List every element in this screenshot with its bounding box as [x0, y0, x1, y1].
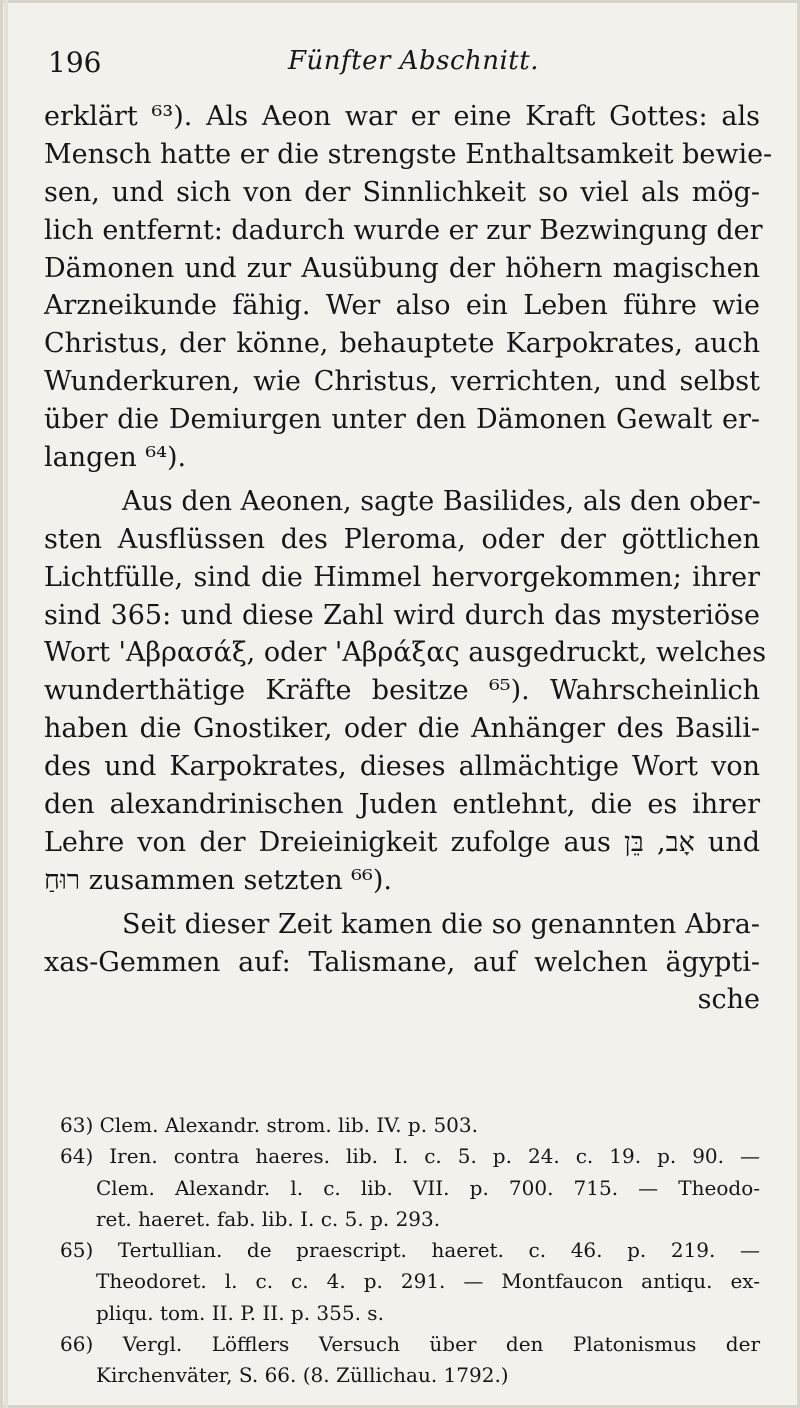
- text-line: Christus, der könne, behauptete Karpokrates, auch: [44, 328, 760, 360]
- text-line: Dämonen und zur Ausübung der höhern magischen: [44, 252, 760, 284]
- text-line: langen ⁶⁴).: [44, 442, 187, 474]
- footnote-66: 66) Vergl. Löfflers Versuch über den Platonismus der: [60, 1332, 760, 1357]
- paragraph-start-line: Seit dieser Zeit kamen die so genannten Abra-: [122, 908, 760, 940]
- footnote-65-cont: pliqu. tom. II. P. II. p. 355. s.: [96, 1300, 384, 1325]
- text-line: des und Karpokrates, dieses allmächtige Wort von: [44, 751, 760, 783]
- footnote-64: 64) Iren. contra haeres. lib. I. c. 5. p. 24. c. 19. p. 90. —: [60, 1144, 760, 1169]
- footnote-65: 65) Tertullian. de praescript. haeret. c. 46. p. 219. —: [60, 1238, 760, 1263]
- footnote-63: 63) Clem. Alexandr. strom. lib. IV. p. 503.: [60, 1113, 478, 1137]
- text-line: Mensch hatte er die strengste Enthaltsamkeit bewie-: [44, 138, 773, 170]
- text-line: Wunderkuren, wie Christus, verrichten, und selbst: [44, 366, 760, 398]
- text-line: den alexandrinischen Juden entlehnt, die es ihrer: [44, 789, 760, 821]
- footnote-64-cont: Clem. Alexandr. l. c. lib. VII. p. 700. 715. — Theodo-: [96, 1175, 760, 1200]
- footnotes: [60, 1110, 760, 1392]
- text-line: Lehre von der Dreieinigkeit zufolge aus אָב, בֵּן und: [44, 826, 760, 858]
- text-line: haben die Gnostiker, oder die Anhänger des Basili-: [44, 713, 760, 745]
- main-text: [44, 98, 773, 1019]
- text-line: Arzneikunde fähig. Wer also ein Leben führe wie: [44, 290, 760, 322]
- text-line: erklärt ⁶³). Als Aeon war er eine Kraft Gottes: als: [44, 101, 760, 132]
- text-line: Lichtfülle, sind die Himmel hervorgekommen; ihrer: [44, 561, 760, 593]
- footnote-64-cont: ret. haeret. fab. lib. I. c. 5. p. 293.: [96, 1206, 441, 1231]
- footnote-66-cont: Kirchenväter, S. 66. (8. Züllichau. 1792.): [96, 1363, 509, 1388]
- page-header: [48, 44, 748, 84]
- running-head: Fünfter Abschnitt.: [288, 46, 539, 76]
- text-line: sen, und sich von der Sinnlichkeit so viel als mög-: [44, 176, 760, 208]
- text-line: sind 365: und diese Zahl wird durch das mysteriöse: [44, 599, 760, 631]
- text-line: רוּחַ zusammen setzten ⁶⁶).: [44, 864, 392, 896]
- footnote-65-cont: Theodoret. l. c. c. 4. p. 291. — Montfaucon antiqu. ex-: [96, 1269, 760, 1294]
- text-line: sten Ausflüssen des Pleroma, oder der göttlichen: [44, 523, 760, 555]
- page-number: 196: [48, 46, 102, 79]
- catchword: sche: [697, 984, 760, 1016]
- text-line: Wort 'Αβρασάξ, oder 'Αβράξας ausgedruckt, welches: [44, 637, 767, 669]
- paragraph-start-line: Aus den Aeonen, sagte Basilides, als den ober-: [122, 485, 761, 517]
- text-line: xas-Gemmen auf: Talismane, auf welchen ägypti-: [44, 946, 760, 978]
- text-line: wunderthätige Kräfte besitze ⁶⁵). Wahrscheinlich: [44, 675, 760, 707]
- text-line: über die Demiurgen unter den Dämonen Gewalt er-: [44, 404, 760, 436]
- text-line: lich entfernt: dadurch wurde er zur Bezwingung der: [44, 214, 763, 246]
